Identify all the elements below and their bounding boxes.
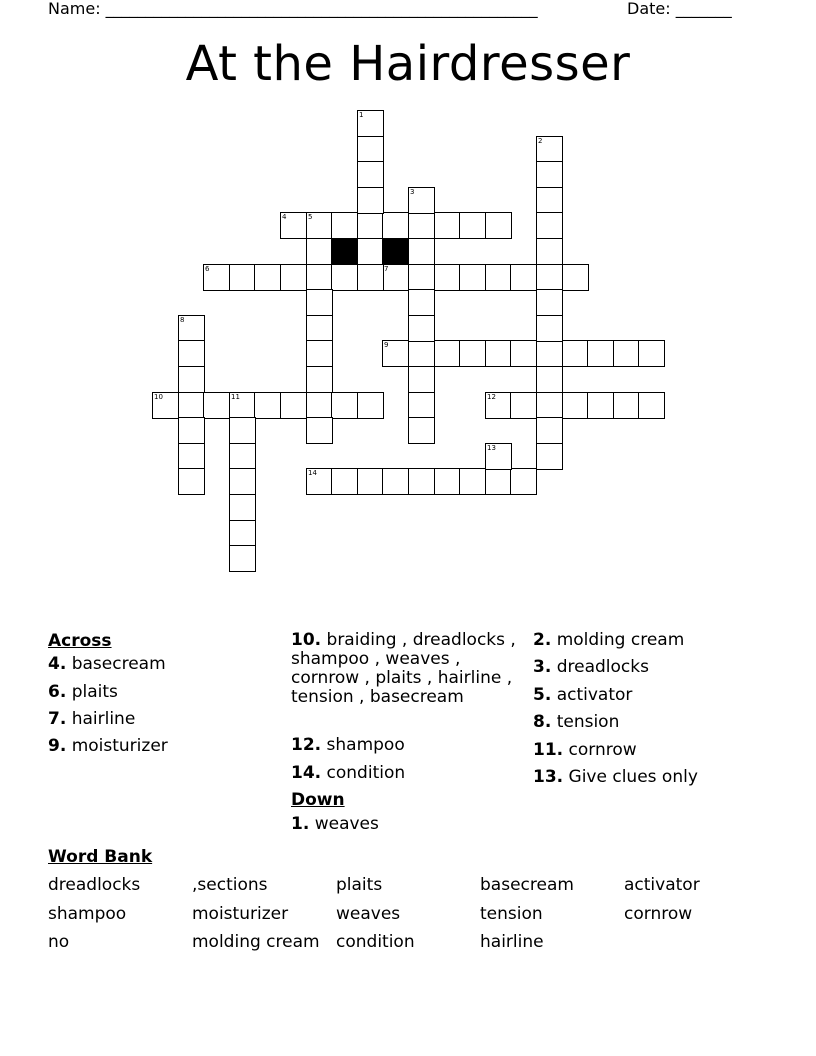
- grid-cell: [178, 417, 205, 444]
- grid-cell: [459, 212, 486, 239]
- word-bank-item: ,sections: [192, 875, 268, 895]
- across-heading: Across: [48, 631, 112, 651]
- grid-cell: [229, 468, 256, 495]
- grid-cell: [306, 392, 333, 419]
- clue-across-4: 4. basecream: [48, 654, 166, 674]
- clue-down-5: 5. activator: [533, 685, 633, 705]
- clue-down-2: 2. molding cream: [533, 630, 685, 650]
- grid-cell: [536, 315, 563, 342]
- grid-cell: [613, 340, 640, 367]
- grid-cell: [434, 264, 461, 291]
- clue-across-10: 10. braiding , dreadlocks , shampoo , weaves , cornrow , plaits , hairline , tension , basecream: [291, 630, 516, 707]
- word-bank-item: hairline: [480, 932, 544, 952]
- grid-cell: [536, 366, 563, 393]
- grid-cell: [536, 187, 563, 214]
- grid-cell: [459, 264, 486, 291]
- clue-across-14: 14. condition: [291, 763, 406, 783]
- grid-cell: [229, 494, 256, 521]
- grid-cell: [536, 136, 563, 163]
- grid-cell: [434, 212, 461, 239]
- grid-cell: [408, 289, 435, 316]
- grid-cell: [357, 136, 384, 163]
- grid-cell: [382, 264, 409, 291]
- cell-number: 2: [538, 137, 543, 145]
- word-bank-item: dreadlocks: [48, 875, 141, 895]
- cell-number: 1: [359, 111, 364, 119]
- grid-cell: [408, 187, 435, 214]
- grid-cell: [485, 212, 512, 239]
- grid-cell: [382, 468, 409, 495]
- grid-cell: [562, 340, 589, 367]
- clue-across-9: 9. moisturizer: [48, 736, 168, 756]
- grid-cell: [485, 264, 512, 291]
- grid-cell: [306, 264, 333, 291]
- grid-cell: [357, 264, 384, 291]
- clue-across-7: 7. hairline: [48, 709, 136, 729]
- grid-cell: [229, 520, 256, 547]
- word-bank-item: no: [48, 932, 70, 952]
- grid-cell: [306, 289, 333, 316]
- grid-cell: [408, 392, 435, 419]
- grid-cell: [536, 161, 563, 188]
- grid-cell: [408, 315, 435, 342]
- cell-number: 14: [308, 469, 317, 477]
- cell-number: 7: [384, 265, 389, 273]
- clue-across-12: 12. shampoo: [291, 735, 405, 755]
- name-line: Name: ______________________________________________________: [48, 0, 538, 18]
- grid-cell: [408, 212, 435, 239]
- grid-cell: [357, 110, 384, 137]
- grid-cell: [229, 443, 256, 470]
- clue-down-1: 1. weaves: [291, 814, 379, 834]
- cell-number: 13: [487, 444, 496, 452]
- grid-cell: [434, 340, 461, 367]
- grid-cell: [382, 212, 409, 239]
- grid-cell: [254, 264, 281, 291]
- grid-cell: [536, 264, 563, 291]
- grid-cell: [331, 264, 358, 291]
- grid-cell: [357, 187, 384, 214]
- grid-cell: [280, 392, 307, 419]
- grid-cell: [306, 212, 333, 239]
- grid-cell: [536, 340, 563, 367]
- grid-cell: [587, 392, 614, 419]
- grid-cell: [536, 392, 563, 419]
- grid-cell: [613, 392, 640, 419]
- word-bank-item: moisturizer: [192, 904, 289, 924]
- grid-cell: [203, 392, 230, 419]
- grid-cell: [331, 392, 358, 419]
- grid-block: [331, 238, 358, 265]
- grid-cell: [229, 417, 256, 444]
- grid-cell: [178, 340, 205, 367]
- grid-cell: [306, 315, 333, 342]
- grid-cell: [306, 468, 333, 495]
- grid-cell: [229, 392, 256, 419]
- grid-cell: [485, 392, 512, 419]
- cell-number: 9: [384, 341, 389, 349]
- grid-cell: [331, 468, 358, 495]
- grid-cell: [306, 238, 333, 265]
- cell-number: 5: [308, 213, 313, 221]
- grid-cell: [306, 366, 333, 393]
- grid-cell: [562, 264, 589, 291]
- grid-cell: [306, 417, 333, 444]
- grid-cell: [587, 340, 614, 367]
- clue-across-6: 6. plaits: [48, 682, 118, 702]
- grid-cell: [638, 340, 665, 367]
- grid-cell: [229, 545, 256, 572]
- grid-cell: [382, 340, 409, 367]
- clue-down-3: 3. dreadlocks: [533, 657, 649, 677]
- grid-cell: [408, 366, 435, 393]
- grid-cell: [280, 264, 307, 291]
- word-bank-item: tension: [480, 904, 543, 924]
- grid-cell: [178, 366, 205, 393]
- grid-cell: [459, 340, 486, 367]
- grid-cell: [357, 161, 384, 188]
- grid-cell: [408, 264, 435, 291]
- grid-cell: [536, 212, 563, 239]
- cell-number: 4: [282, 213, 287, 221]
- grid-cell: [254, 392, 281, 419]
- word-bank-item: molding cream: [192, 932, 320, 952]
- grid-cell: [434, 468, 461, 495]
- grid-cell: [510, 340, 537, 367]
- cell-number: 8: [180, 316, 185, 324]
- cell-number: 12: [487, 393, 496, 401]
- grid-cell: [229, 264, 256, 291]
- grid-cell: [178, 443, 205, 470]
- cell-number: 6: [205, 265, 210, 273]
- grid-cell: [408, 340, 435, 367]
- grid-cell: [357, 212, 384, 239]
- grid-cell: [485, 468, 512, 495]
- grid-cell: [306, 340, 333, 367]
- grid-cell: [178, 315, 205, 342]
- grid-cell: [152, 392, 179, 419]
- grid-cell: [536, 417, 563, 444]
- grid-cell: [485, 443, 512, 470]
- grid-cell: [536, 238, 563, 265]
- cell-number: 3: [410, 188, 415, 196]
- grid-cell: [485, 340, 512, 367]
- page-title: At the Hairdresser: [185, 36, 631, 92]
- grid-cell: [510, 392, 537, 419]
- grid-cell: [510, 264, 537, 291]
- grid-cell: [562, 392, 589, 419]
- grid-cell: [203, 264, 230, 291]
- word-bank-heading: Word Bank: [48, 847, 153, 867]
- grid-cell: [459, 468, 486, 495]
- grid-cell: [331, 212, 358, 239]
- down-heading: Down: [291, 790, 345, 810]
- word-bank-item: basecream: [480, 875, 574, 895]
- word-bank-item: activator: [624, 875, 700, 895]
- grid-block: [382, 238, 409, 265]
- grid-cell: [510, 468, 537, 495]
- clue-down-8: 8. tension: [533, 712, 620, 732]
- word-bank-item: cornrow: [624, 904, 693, 924]
- grid-cell: [178, 392, 205, 419]
- clue-down-11: 11. cornrow: [533, 740, 637, 760]
- grid-cell: [638, 392, 665, 419]
- grid-cell: [536, 289, 563, 316]
- grid-cell: [408, 468, 435, 495]
- word-bank-item: weaves: [336, 904, 401, 924]
- clue-down-13: 13. Give clues only: [533, 767, 698, 787]
- grid-cell: [408, 238, 435, 265]
- cell-number: 11: [231, 393, 240, 401]
- cell-number: 10: [154, 393, 163, 401]
- grid-cell: [536, 443, 563, 470]
- grid-cell: [280, 212, 307, 239]
- word-bank-item: condition: [336, 932, 415, 952]
- grid-cell: [408, 417, 435, 444]
- date-line: Date: _______: [627, 0, 732, 18]
- grid-cell: [178, 468, 205, 495]
- word-bank-item: shampoo: [48, 904, 127, 924]
- grid-cell: [357, 238, 384, 265]
- word-bank-item: plaits: [336, 875, 383, 895]
- grid-cell: [357, 468, 384, 495]
- grid-cell: [357, 392, 384, 419]
